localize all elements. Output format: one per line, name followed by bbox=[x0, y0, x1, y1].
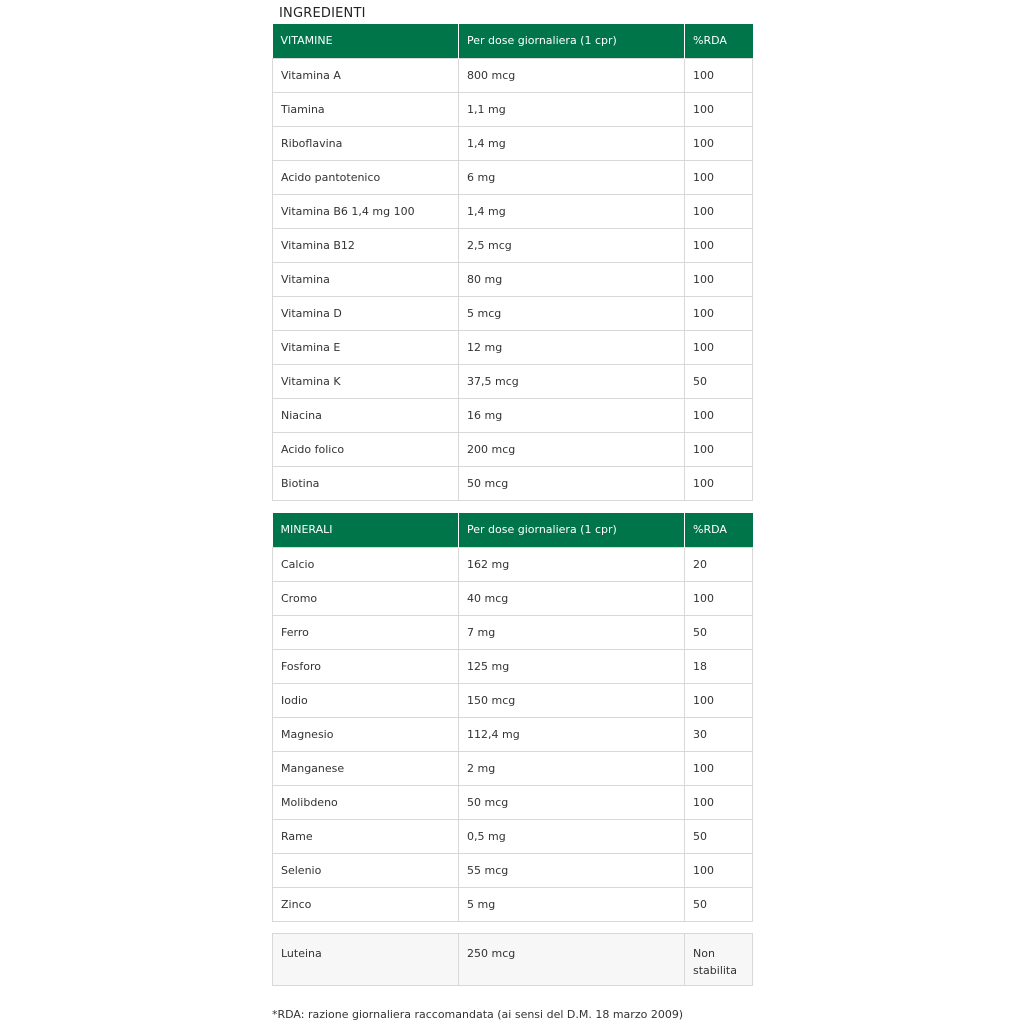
cell-nutrient: Cromo bbox=[273, 581, 459, 615]
table-row bbox=[273, 398, 753, 432]
table-row bbox=[273, 432, 753, 466]
cell-dose: 0,5 mg bbox=[459, 819, 685, 853]
table-header-row bbox=[273, 513, 753, 547]
cell-dose: 50 mcg bbox=[459, 466, 685, 500]
cell-nutrient: Acido folico bbox=[273, 432, 459, 466]
header-vitamine: VITAMINE bbox=[273, 24, 459, 58]
cell-dose: 162 mg bbox=[459, 547, 685, 581]
vitamins-table bbox=[272, 24, 753, 501]
table-row bbox=[273, 853, 753, 887]
cell-nutrient: Vitamina B12 bbox=[273, 228, 459, 262]
table-row bbox=[273, 194, 753, 228]
cell-rda: 100 bbox=[685, 262, 753, 296]
cell-rda: 100 bbox=[685, 398, 753, 432]
cell-rda: 100 bbox=[685, 581, 753, 615]
cell-rda: 100 bbox=[685, 296, 753, 330]
table-row bbox=[273, 615, 753, 649]
cell-dose: 6 mg bbox=[459, 160, 685, 194]
table-row bbox=[273, 296, 753, 330]
table-row bbox=[273, 330, 753, 364]
table-row bbox=[273, 262, 753, 296]
table-row bbox=[273, 58, 753, 92]
cell-nutrient: Vitamina D bbox=[273, 296, 459, 330]
cell-dose: 1,1 mg bbox=[459, 92, 685, 126]
cell-dose: 112,4 mg bbox=[459, 717, 685, 751]
cell-nutrient: Rame bbox=[273, 819, 459, 853]
cell-nutrient: Iodio bbox=[273, 683, 459, 717]
cell-rda: 100 bbox=[685, 330, 753, 364]
cell-rda: 100 bbox=[685, 194, 753, 228]
cell-nutrient: Acido pantotenico bbox=[273, 160, 459, 194]
cell-nutrient: Niacina bbox=[273, 398, 459, 432]
footnote: *RDA: razione giornaliera raccomandata (ai sensi del D.M. 18 marzo 2009) bbox=[272, 1008, 684, 1021]
cell-nutrient: Biotina bbox=[273, 466, 459, 500]
cell-rda: 100 bbox=[685, 160, 753, 194]
cell-nutrient: Ferro bbox=[273, 615, 459, 649]
cell-rda: 100 bbox=[685, 92, 753, 126]
cell-rda: 100 bbox=[685, 432, 753, 466]
cell-rda: 50 bbox=[685, 887, 753, 921]
cell-rda: 100 bbox=[685, 228, 753, 262]
cell-dose: 125 mg bbox=[459, 649, 685, 683]
cell-nutrient: Vitamina A bbox=[273, 58, 459, 92]
cell-nutrient: Riboflavina bbox=[273, 126, 459, 160]
page-title: INGREDIENTI bbox=[279, 6, 366, 21]
table-row bbox=[273, 160, 753, 194]
cell-dose: 1,4 mg bbox=[459, 194, 685, 228]
cell-rda bbox=[685, 934, 753, 986]
cell-rda: 50 bbox=[685, 819, 753, 853]
table-header-row bbox=[273, 24, 753, 58]
cell-rda: 20 bbox=[685, 547, 753, 581]
table-row bbox=[273, 547, 753, 581]
table-row bbox=[273, 887, 753, 921]
cell-dose: 12 mg bbox=[459, 330, 685, 364]
cell-rda: 50 bbox=[685, 364, 753, 398]
cell-dose: 5 mg bbox=[459, 887, 685, 921]
cell-nutrient: Vitamina E bbox=[273, 330, 459, 364]
cell-dose: 800 mcg bbox=[459, 58, 685, 92]
cell-rda: 100 bbox=[685, 785, 753, 819]
cell-dose: 250 mcg bbox=[459, 934, 685, 986]
cell-dose: 16 mg bbox=[459, 398, 685, 432]
cell-rda: 18 bbox=[685, 649, 753, 683]
cell-dose: 55 mcg bbox=[459, 853, 685, 887]
cell-nutrient: Manganese bbox=[273, 751, 459, 785]
header-rda: %RDA bbox=[685, 24, 753, 58]
cell-nutrient: Molibdeno bbox=[273, 785, 459, 819]
header-rda: %RDA bbox=[685, 513, 753, 547]
table-row bbox=[273, 228, 753, 262]
cell-dose: 150 mcg bbox=[459, 683, 685, 717]
cell-dose: 1,4 mg bbox=[459, 126, 685, 160]
table-row bbox=[273, 466, 753, 500]
rda-line-1: Non bbox=[693, 947, 715, 960]
cell-rda: 100 bbox=[685, 58, 753, 92]
cell-nutrient: Vitamina bbox=[273, 262, 459, 296]
cell-nutrient: Luteina bbox=[273, 934, 459, 986]
cell-rda: 100 bbox=[685, 466, 753, 500]
cell-nutrient: Zinco bbox=[273, 887, 459, 921]
cell-dose: 7 mg bbox=[459, 615, 685, 649]
header-dose: Per dose giornaliera (1 cpr) bbox=[459, 24, 685, 58]
cell-dose: 37,5 mcg bbox=[459, 364, 685, 398]
cell-nutrient: Tiamina bbox=[273, 92, 459, 126]
rda-line-2: stabilita bbox=[693, 964, 737, 977]
table-row bbox=[273, 126, 753, 160]
header-dose: Per dose giornaliera (1 cpr) bbox=[459, 513, 685, 547]
table-row bbox=[273, 683, 753, 717]
table-row bbox=[273, 717, 753, 751]
cell-nutrient: Vitamina B6 1,4 mg 100 bbox=[273, 194, 459, 228]
table-row bbox=[273, 785, 753, 819]
table-row bbox=[273, 819, 753, 853]
cell-nutrient: Selenio bbox=[273, 853, 459, 887]
cell-nutrient: Calcio bbox=[273, 547, 459, 581]
cell-nutrient: Fosforo bbox=[273, 649, 459, 683]
cell-rda: 100 bbox=[685, 683, 753, 717]
cell-rda: 100 bbox=[685, 126, 753, 160]
table-row bbox=[273, 751, 753, 785]
cell-nutrient: Vitamina K bbox=[273, 364, 459, 398]
table-row bbox=[273, 649, 753, 683]
minerals-table bbox=[272, 513, 753, 922]
table-row bbox=[273, 934, 753, 986]
cell-rda: 100 bbox=[685, 751, 753, 785]
cell-dose: 50 mcg bbox=[459, 785, 685, 819]
table-row bbox=[273, 364, 753, 398]
cell-rda: 100 bbox=[685, 853, 753, 887]
header-minerali: MINERALI bbox=[273, 513, 459, 547]
cell-rda: 50 bbox=[685, 615, 753, 649]
cell-dose: 40 mcg bbox=[459, 581, 685, 615]
cell-dose: 200 mcg bbox=[459, 432, 685, 466]
table-row bbox=[273, 92, 753, 126]
cell-dose: 2 mg bbox=[459, 751, 685, 785]
cell-dose: 2,5 mcg bbox=[459, 228, 685, 262]
cell-dose: 5 mcg bbox=[459, 296, 685, 330]
cell-rda: 30 bbox=[685, 717, 753, 751]
lutein-table bbox=[272, 933, 753, 986]
cell-dose: 80 mg bbox=[459, 262, 685, 296]
table-row bbox=[273, 581, 753, 615]
cell-nutrient: Magnesio bbox=[273, 717, 459, 751]
